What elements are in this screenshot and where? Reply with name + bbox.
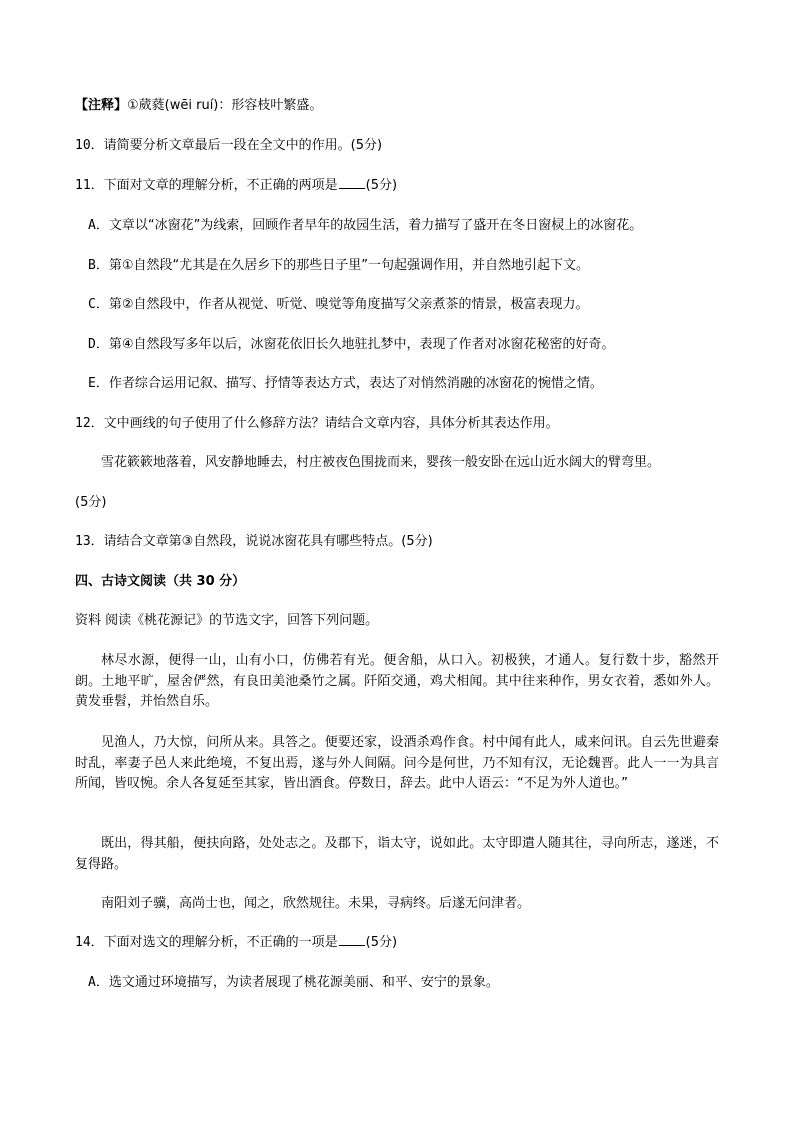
- option-letter: A．: [88, 218, 109, 233]
- question-text: 下面对文章的理解分析，不正确的两项是: [103, 178, 338, 193]
- question-score: (5分): [365, 178, 398, 193]
- question-text: 请简要分析文章最后一段在全文中的作用。(5分): [103, 138, 383, 153]
- option-a: [88, 216, 738, 235]
- passage-paragraph-4: 南阳刘子骥，高尚士也，闻之，欣然规往。未果，寻病终。后遂无问津者。: [101, 896, 531, 911]
- option-text: 第①自然段“尤其是在久居乡下的那些日子里”一句起强调作用，并自然地引起下文。: [108, 258, 589, 273]
- material-intro: 资料 阅读《桃花源记》的节选文字，回答下列问题。: [75, 613, 379, 628]
- question-14: [75, 933, 725, 952]
- option-text: 作者综合运用记叙、描写、抒情等表达方式，表达了对悄然消融的冰窗花的惋惜之情。: [108, 376, 603, 391]
- option-letter: A．: [88, 975, 109, 990]
- option-d: [88, 335, 738, 354]
- question-number: 10．: [75, 138, 104, 153]
- question-number: 11．: [75, 178, 104, 193]
- passage-paragraph-3: 既出，得其船，便扶向路，处处志之。及郡下，诣太守，说如此。太守即遣人随其往，寻向所志，遂迷，不复得路。: [75, 836, 719, 872]
- passage-paragraph-2: 见渔人，乃大惊，问所从来。具答之。便要还家，设酒杀鸡作食。村中闻有此人，咸来问讯。自云先世避秦时乱，率妻子邑人来此绝境，不复出焉，遂与外人间隔。问今是何世，乃不知有汉，无论魏晋。此人一一为具言所闻，皆叹惋。余人各复延至其家，皆出酒食。停数日，辞去。此中人语云：“不足为外人道也。”: [75, 735, 719, 791]
- answer-blank[interactable]: [339, 176, 365, 189]
- option-text: 第②自然段中，作者从视觉、听觉、嗅觉等角度描写父亲煮茶的情景，极富表现力。: [108, 297, 589, 312]
- question-number: 12．: [75, 416, 104, 431]
- quoted-sentence: 雪花簌簌地落着，风安静地睡去，村庄被夜色围拢而来，婴孩一般安卧在远山近水阔大的臂弯里。: [101, 455, 661, 470]
- question-text: 下面对选文的理解分析，不正确的一项是: [103, 935, 338, 950]
- option-letter: B．: [88, 258, 109, 273]
- option-e: [88, 374, 738, 393]
- option-letter: D．: [88, 337, 109, 352]
- question-12-score: (5分): [75, 495, 107, 510]
- question-11: [75, 176, 725, 195]
- option-text: 文章以“冰窗花”为线索，回顾作者早年的故园生活，着力描写了盛开在冬日窗棂上的冰窗花。: [108, 218, 643, 233]
- question-score: (5分): [365, 935, 398, 950]
- note-text: ①葳蕤(wēi ruí)：形容枝叶繁盛。: [127, 98, 323, 113]
- question-number: 13．: [75, 534, 104, 549]
- option-letter: C．: [88, 297, 109, 312]
- section-heading: 四、古诗文阅读（共 30 分）: [75, 574, 246, 589]
- question-number: 14．: [75, 935, 104, 950]
- option-c: [88, 295, 738, 314]
- question-13: [75, 532, 725, 551]
- option-a: [88, 973, 738, 992]
- question-10: [75, 136, 725, 155]
- annotation-note: [75, 96, 725, 115]
- question-text: 文中画线的句子使用了什么修辞方法？请结合文章内容，具体分析其表达作用。: [103, 416, 559, 431]
- option-b: [88, 256, 738, 275]
- option-text: 第④自然段写多年以后，冰窗花依旧长久地驻扎梦中，表现了作者对冰窗花秘密的好奇。: [108, 337, 615, 352]
- question-text: 请结合文章第③自然段，说说冰窗花具有哪些特点。(5分): [103, 534, 433, 549]
- question-12: [75, 414, 725, 433]
- option-letter: E．: [88, 376, 109, 391]
- passage-paragraph-1: 林尽水源，便得一山，山有小口，仿佛若有光。便舍船，从口入。初极狭，才通人。复行数十步，豁然开朗。土地平旷，屋舍俨然，有良田美池桑竹之属。阡陌交通，鸡犬相闻。其中往来种作，男女衣着，悉如外人。黄发垂髫，并怡然自乐。: [75, 653, 719, 709]
- option-text: 选文通过环境描写，为读者展现了桃花源美丽、和平、安宁的景象。: [108, 975, 499, 990]
- note-label: 【注释】: [75, 98, 128, 113]
- answer-blank[interactable]: [339, 933, 365, 946]
